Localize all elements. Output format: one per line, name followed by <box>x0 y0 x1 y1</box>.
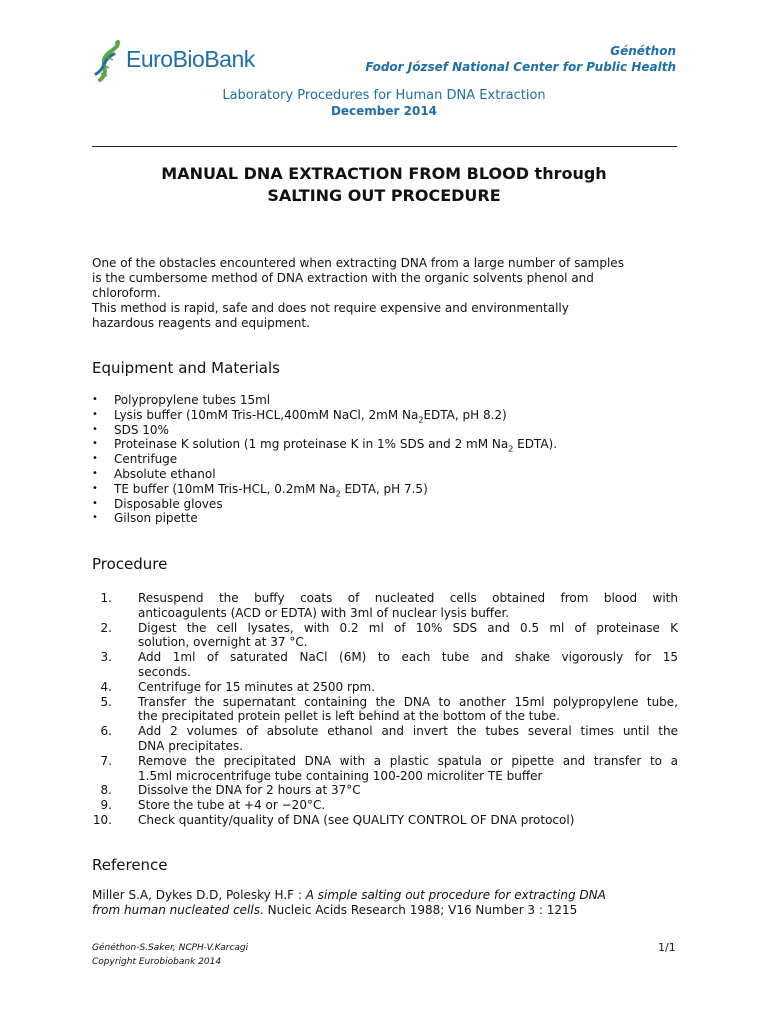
step-text <box>138 591 678 621</box>
equipment-item-label: TE buffer (10mM Tris-HCL, 0.2mM Na <box>114 481 336 496</box>
step-number: 1. <box>100 591 112 605</box>
step-line: Centrifuge for 15 minutes at 2500 rpm. <box>138 679 376 694</box>
bullet-icon: • <box>92 408 98 420</box>
step-number: 10. <box>92 813 112 827</box>
step-number: 7. <box>100 753 112 768</box>
subscript: 2 <box>335 489 341 499</box>
equipment-item-label: Lysis buffer (10mM Tris-HCL,400mM NaCl, 2mM Na <box>114 407 419 422</box>
step-line: Check quantity/quality of DNA (see QUALITY CONTROL OF DNA protocol) <box>138 813 575 827</box>
equipment-item-text <box>114 497 223 512</box>
step-number: 5. <box>100 694 112 709</box>
intro-line: This method is rapid, safe and does not require expensive and environmentally <box>92 301 569 315</box>
intro-line: chloroform. <box>92 286 161 300</box>
step-line: Add 1ml of saturated NaCl (6M) to each tube and shake vigorously for 15 <box>138 650 678 665</box>
intro-line: One of the obstacles encountered when extracting DNA from a large number of samples <box>92 256 624 270</box>
section-heading-procedure: Procedure <box>92 555 168 573</box>
equipment-item-label: Proteinase K solution (1 mg proteinase K in 1% SDS and 2 mM Na <box>114 437 509 452</box>
bullet-icon: • <box>92 394 98 405</box>
step-text <box>138 724 678 754</box>
equipment-item-label: SDS 10% <box>114 422 169 437</box>
step-text <box>138 783 678 798</box>
step-line: Digest the cell lysates, with 0.2 ml of 10% SDS and 0.5 ml of proteinase K <box>138 620 678 635</box>
bullet-icon: • <box>92 438 98 450</box>
page-number: 1/1 <box>658 941 676 954</box>
equipment-item-label: Absolute ethanol <box>114 467 216 481</box>
equipment-item-text <box>114 437 557 457</box>
step-number: 6. <box>100 724 112 739</box>
intro-line: hazardous reagents and equipment. <box>92 316 310 330</box>
step-number: 3. <box>100 650 112 665</box>
org-genethon: Généthon <box>610 44 676 58</box>
header-divider <box>92 146 677 147</box>
subscript: 2 <box>418 415 424 425</box>
equipment-item-text <box>114 452 177 467</box>
equipment-item-label-suffix: EDTA). <box>513 437 558 452</box>
equipment-item-label-suffix: EDTA, pH 7.5) <box>340 481 428 496</box>
document-date: December 2014 <box>330 104 438 118</box>
bullet-icon: • <box>92 468 98 479</box>
document-subtitle: Laboratory Procedures for Human DNA Extraction <box>222 88 546 103</box>
step-number: 9. <box>100 798 112 813</box>
reference-citation <box>92 888 682 918</box>
step-number: 4. <box>100 679 112 694</box>
bullet-icon: • <box>92 423 98 435</box>
equipment-item-label-suffix: EDTA, pH 8.2) <box>423 407 507 422</box>
step-text <box>138 754 678 784</box>
equipment-item-label: Polypropylene tubes 15ml <box>114 393 271 407</box>
step-line: solution, overnight at 37 °C. <box>138 635 308 650</box>
intro-line: is the cumbersome method of DNA extraction with the organic solvents phenol and <box>92 271 594 285</box>
step-text <box>138 650 678 680</box>
reference-title-part1: A simple salting out procedure for extracting DNA <box>305 888 606 902</box>
eurobiobank-logo <box>92 40 262 84</box>
step-text <box>138 798 678 813</box>
step-text <box>138 813 678 828</box>
reference-title-part2: from human nucleated cells <box>92 903 260 917</box>
reference-journal: . Nucleic Acids Research 1988; V16 Number 3 : 1215 <box>259 903 578 917</box>
step-number: 2. <box>100 620 112 635</box>
step-line: Resuspend the buffy coats of nucleated cells obtained from blood with <box>138 591 678 605</box>
org-ncph: Fodor József National Center for Public Health <box>365 60 676 74</box>
step-line: Transfer the supernatant containing the DNA to another 15ml polypropylene tube, <box>138 694 678 709</box>
bullet-icon: • <box>92 497 98 509</box>
page-title-line1: MANUAL DNA EXTRACTION FROM BLOOD through <box>161 164 607 183</box>
reference-authors: Miller S.A, Dykes D.D, Polesky H.F : <box>92 888 306 902</box>
equipment-item-text <box>114 467 216 482</box>
bullet-icon: • <box>92 512 98 524</box>
equipment-item-text <box>114 511 198 526</box>
equipment-item-text <box>114 393 270 408</box>
equipment-item-label: Gilson pipette <box>114 511 198 526</box>
page-title-line2: SALTING OUT PROCEDURE <box>267 186 501 205</box>
step-line: Dissolve the DNA for 2 hours at 37°C <box>138 783 361 798</box>
section-heading-reference: Reference <box>92 856 168 874</box>
equipment-item-text <box>114 423 169 438</box>
step-line: Remove the precipitated DNA with a plastic spatula or pipette and transfer to a <box>138 753 678 768</box>
equipment-item-label: Disposable gloves <box>114 496 223 511</box>
step-line: DNA precipitates. <box>138 738 244 753</box>
step-text <box>138 695 678 725</box>
step-text <box>138 621 678 651</box>
bullet-icon: • <box>92 453 98 465</box>
step-line: Add 2 volumes of absolute ethanol and invert the tubes several times until the <box>138 724 678 739</box>
step-line: 1.5ml microcentrifuge tube containing 100-200 microliter TE buffer <box>138 768 543 783</box>
step-line: seconds. <box>138 664 191 679</box>
equipment-item-label: Centrifuge <box>114 452 178 467</box>
step-line: Store the tube at +4 or −20°C. <box>138 798 326 813</box>
subscript: 2 <box>508 444 514 454</box>
footer-copyright: Copyright Eurobiobank 2014 <box>92 957 222 967</box>
footer-authors: Généthon-S.Saker, NCPH-V.Karcagi <box>92 943 249 953</box>
step-line: anticoagulents (ACD or EDTA) with 3ml of nuclear lysis buffer. <box>138 605 510 620</box>
step-number: 8. <box>100 783 112 798</box>
equipment-item-text <box>114 408 507 428</box>
step-line: the precipitated protein pellet is left behind at the bottom of the tube. <box>138 709 560 724</box>
logo-text: EuroBioBank <box>126 46 255 72</box>
dna-helix-icon <box>92 40 122 84</box>
bullet-icon: • <box>92 482 98 494</box>
section-heading-equipment: Equipment and Materials <box>92 359 280 377</box>
step-text <box>138 680 678 695</box>
